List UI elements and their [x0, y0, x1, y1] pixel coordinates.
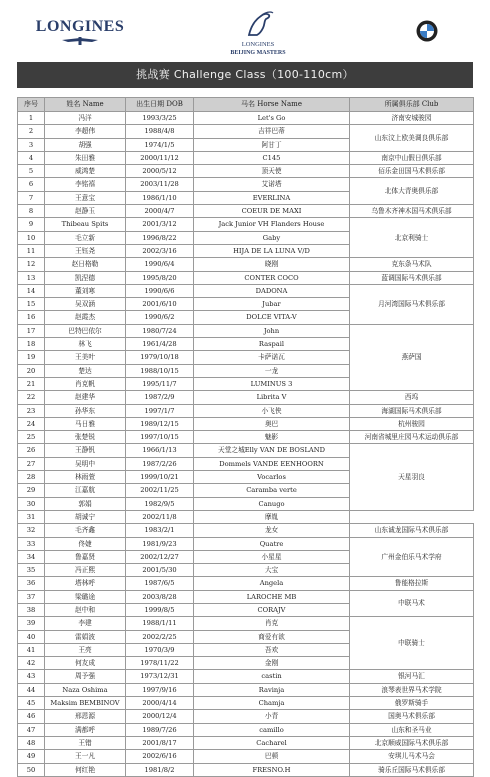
entry-number: 11 — [18, 244, 45, 257]
entry-number: 37 — [18, 590, 45, 603]
rider-dob: 1966/1/13 — [126, 444, 194, 457]
entry-number: 4 — [18, 151, 45, 164]
rider-name: 何红艳 — [45, 763, 126, 776]
rider-dob: 1970/3/9 — [126, 643, 194, 656]
horse-name: 吉祥巴蒂 — [194, 125, 350, 138]
rider-dob: 1993/3/25 — [126, 112, 194, 125]
rider-name: 王一凡 — [45, 750, 126, 763]
rider-dob: 2000/5/12 — [126, 165, 194, 178]
entry-number: 46 — [18, 710, 45, 723]
entry-number: 19 — [18, 351, 45, 364]
rider-dob: 1989/12/15 — [126, 417, 194, 430]
rider-name: 赵中和 — [45, 603, 126, 616]
entry-number: 31 — [18, 510, 45, 523]
horse-name: Gaby — [194, 231, 350, 244]
club-name: 海湖国际马术俱乐部 — [350, 404, 474, 417]
horse-name: Dommels VANDE EENHOORN — [194, 457, 350, 470]
entry-number: 21 — [18, 377, 45, 390]
rider-dob: 1990/6/4 — [126, 258, 194, 271]
entry-number: 44 — [18, 683, 45, 696]
rider-name: 冯正熙 — [45, 564, 126, 577]
club-name: 骑乐丘国际马术俱乐部 — [350, 763, 474, 776]
table-row — [18, 391, 474, 404]
table-row — [18, 205, 474, 218]
rider-dob: 2003/8/28 — [126, 590, 194, 603]
bmw-roundel-icon — [416, 20, 438, 42]
club-name: 中联马术 — [350, 590, 474, 617]
rider-name: 赵静玉 — [45, 205, 126, 218]
rider-name: 马日雅 — [45, 417, 126, 430]
horse-name: 奥巴 — [194, 417, 350, 430]
rider-name: 张楚锐 — [45, 431, 126, 444]
rider-dob: 2002/3/16 — [126, 244, 194, 257]
rider-dob: 2000/4/7 — [126, 205, 194, 218]
rider-name: 鲁嘉贤 — [45, 550, 126, 563]
entry-number: 13 — [18, 271, 45, 284]
horse-name: 一龙 — [194, 364, 350, 377]
rider-dob: 2002/6/16 — [126, 750, 194, 763]
entry-number: 30 — [18, 497, 45, 510]
rider-dob: 1997/10/15 — [126, 431, 194, 444]
entry-number: 1 — [18, 112, 45, 125]
table-row — [18, 125, 474, 138]
rider-name: 胡强 — [45, 138, 126, 151]
table-row — [18, 258, 474, 271]
club-name: 燕萨国 — [350, 324, 474, 390]
rider-name: 胡诚宁 — [45, 510, 126, 523]
club-name: 月河湾国际马术俱乐部 — [350, 284, 474, 324]
rider-name: 赵霞杰 — [45, 311, 126, 324]
club-name: 乌鲁木齐神木国马术俱乐部 — [350, 205, 474, 218]
rider-name: 肖克帆 — [45, 377, 126, 390]
entry-number: 43 — [18, 670, 45, 683]
table-row — [18, 510, 474, 523]
horse-name: Quatre — [194, 537, 350, 550]
entry-number: 38 — [18, 603, 45, 616]
rider-name: 佟婕 — [45, 537, 126, 550]
rider-name: 何友成 — [45, 657, 126, 670]
sponsor-header — [0, 0, 490, 62]
horse-name: HIJA DE LA LUNA V/D — [194, 244, 350, 257]
rider-name: 李建 — [45, 617, 126, 630]
rider-dob: 1986/1/10 — [126, 191, 194, 204]
entry-number: 22 — [18, 391, 45, 404]
table-row — [18, 763, 474, 776]
rider-dob: 1990/6/6 — [126, 284, 194, 297]
club-name: 西坞 — [350, 391, 474, 404]
table-row — [18, 151, 474, 164]
club-name: 北京利骑士 — [350, 218, 474, 258]
entry-number: 33 — [18, 537, 45, 550]
horse-name: LAROCHE MB — [194, 590, 350, 603]
entry-number: 15 — [18, 298, 45, 311]
table-row — [18, 165, 474, 178]
horse-name: Librita V — [194, 391, 350, 404]
rider-dob: 2002/11/8 — [126, 510, 194, 523]
rider-dob: 2001/8/17 — [126, 736, 194, 749]
entry-number: 48 — [18, 736, 45, 749]
rider-dob: 1987/2/26 — [126, 457, 194, 470]
horse-name: 摩胤 — [194, 510, 350, 523]
horse-name: castin — [194, 670, 350, 683]
entry-number: 45 — [18, 697, 45, 710]
table-row — [18, 404, 474, 417]
entry-number: 42 — [18, 657, 45, 670]
table-row — [18, 537, 474, 550]
club-name: 北体大青奥俱乐部 — [350, 178, 474, 205]
rider-dob: 1995/8/20 — [126, 271, 194, 284]
winged-hourglass-icon — [58, 36, 102, 46]
entry-number: 25 — [18, 431, 45, 444]
rider-name: 王美叶 — [45, 351, 126, 364]
rider-dob: 1989/7/26 — [126, 723, 194, 736]
horse-name: camillo — [194, 723, 350, 736]
entry-number: 20 — [18, 364, 45, 377]
rider-name: 孙华东 — [45, 404, 126, 417]
entry-number: 41 — [18, 643, 45, 656]
col-header-name: 姓名 Name — [45, 98, 126, 112]
entry-number: 14 — [18, 284, 45, 297]
entry-number: 35 — [18, 564, 45, 577]
club-name: 杭州骏园 — [350, 417, 474, 430]
rider-name: 王静钒 — [45, 444, 126, 457]
rider-dob: 1990/6/2 — [126, 311, 194, 324]
entry-number: 32 — [18, 524, 45, 537]
table-row — [18, 178, 474, 191]
club-name: 佰乐金田国马术俱乐部 — [350, 165, 474, 178]
table-row — [18, 431, 474, 444]
rider-dob: 1999/8/5 — [126, 603, 194, 616]
horse-name: Jubar — [194, 298, 350, 311]
horse-name: 金刚 — [194, 657, 350, 670]
table-row — [18, 723, 474, 736]
horse-name: FRESNO.H — [194, 763, 350, 776]
rider-dob: 2002/2/25 — [126, 630, 194, 643]
horse-name: Jack Junior VH Flanders House — [194, 218, 350, 231]
table-row — [18, 670, 474, 683]
beijing-masters-logo — [208, 10, 308, 57]
entry-number: 10 — [18, 231, 45, 244]
horse-name: Caramba verte — [194, 484, 350, 497]
horse-name: COEUR DE MAXI — [194, 205, 350, 218]
rider-name: 李铭禧 — [45, 178, 126, 191]
rider-dob: 1988/1/11 — [126, 617, 194, 630]
rider-name: 雷娟波 — [45, 630, 126, 643]
entry-number: 8 — [18, 205, 45, 218]
rider-name: 吴双涵 — [45, 298, 126, 311]
rider-name: 董刘寒 — [45, 284, 126, 297]
col-header-dob: 出生日期 DOB — [126, 98, 194, 112]
entry-number: 9 — [18, 218, 45, 231]
entry-number: 18 — [18, 338, 45, 351]
horse-name: CONTER COCO — [194, 271, 350, 284]
horse-name: 商爱有欲 — [194, 630, 350, 643]
horse-name: Canugo — [194, 497, 350, 510]
rider-dob: 2001/6/10 — [126, 298, 194, 311]
club-name: 国奥马术俱乐部 — [350, 710, 474, 723]
table-row — [18, 590, 474, 603]
club-name: 天星羽良 — [350, 444, 474, 510]
entry-number: 5 — [18, 165, 45, 178]
horse-name: 晓刚 — [194, 258, 350, 271]
masters-event-line: BEIJING MASTERS — [230, 50, 286, 56]
rider-name: 王钰尧 — [45, 244, 126, 257]
horse-name: 艾诺塔 — [194, 178, 350, 191]
rider-name: Maksim BEMBINOV — [45, 697, 126, 710]
entry-number: 50 — [18, 763, 45, 776]
club-name: 中联骑士 — [350, 617, 474, 670]
rider-dob: 2000/11/12 — [126, 151, 194, 164]
col-header-club: 所属俱乐部 Club — [350, 98, 474, 112]
horse-name: Ravinja — [194, 683, 350, 696]
table-row — [18, 577, 474, 590]
club-name: 北京顺威国际马术俱乐部 — [350, 736, 474, 749]
rider-name: 李超伟 — [45, 125, 126, 138]
rider-name: 赵建华 — [45, 391, 126, 404]
col-header-horse: 马名 Horse Name — [194, 98, 350, 112]
horse-name: 巴顿 — [194, 750, 350, 763]
table-row — [18, 697, 474, 710]
rider-dob: 1979/10/18 — [126, 351, 194, 364]
rider-name: 周予强 — [45, 670, 126, 683]
masters-brand-line: LONGINES — [241, 41, 275, 48]
rider-name: 江嘉航 — [45, 484, 126, 497]
horse-name: Chamja — [194, 697, 350, 710]
rider-dob: 2002/12/27 — [126, 550, 194, 563]
rider-dob: 1995/11/7 — [126, 377, 194, 390]
rider-dob: 1997/1/7 — [126, 404, 194, 417]
rider-name: 凯涅德 — [45, 271, 126, 284]
entry-number: 7 — [18, 191, 45, 204]
table-row — [18, 524, 474, 537]
rider-name: 威鸿楚 — [45, 165, 126, 178]
rider-dob: 1981/9/23 — [126, 537, 194, 550]
club-name: 南京中山假日俱乐部 — [350, 151, 474, 164]
rider-name: 林飞 — [45, 338, 126, 351]
rider-dob: 1973/12/31 — [126, 670, 194, 683]
horse-name: Cacharel — [194, 736, 350, 749]
rider-name: 梁璐途 — [45, 590, 126, 603]
entry-number: 26 — [18, 444, 45, 457]
table-row — [18, 710, 474, 723]
horse-name: DOLCE VITA-V — [194, 311, 350, 324]
club-name: 浪琴表世界马术学院 — [350, 683, 474, 696]
table-body — [18, 112, 474, 777]
rider-name: 冯洋 — [45, 112, 126, 125]
entry-number: 36 — [18, 577, 45, 590]
club-name: 山东和圣马业 — [350, 723, 474, 736]
table-row — [18, 736, 474, 749]
rider-dob: 1999/10/21 — [126, 471, 194, 484]
entry-number: 17 — [18, 324, 45, 337]
rider-dob: 1997/9/16 — [126, 683, 194, 696]
entry-number: 3 — [18, 138, 45, 151]
rider-name: Naza Oshima — [45, 683, 126, 696]
rider-dob: 2001/5/30 — [126, 564, 194, 577]
horse-name: 魅影 — [194, 431, 350, 444]
entry-number: 16 — [18, 311, 45, 324]
entry-number: 24 — [18, 417, 45, 430]
club-name: 山东诚龙国际马术俱乐部 — [350, 524, 474, 537]
col-header-no: 序号 — [18, 98, 45, 112]
entry-number: 2 — [18, 125, 45, 138]
club-name: 广州金伯乐马术学府 — [350, 537, 474, 577]
rider-dob: 1961/4/28 — [126, 338, 194, 351]
horse-name: 小飞侠 — [194, 404, 350, 417]
horse-name: DADONA — [194, 284, 350, 297]
club-name: 克东条马术队 — [350, 258, 474, 271]
rider-name: 邢恩源 — [45, 710, 126, 723]
horse-head-icon — [241, 10, 275, 36]
table-row — [18, 683, 474, 696]
entry-number: 6 — [18, 178, 45, 191]
rider-dob: 1983/2/1 — [126, 524, 194, 537]
club-name: 济南安城骏园 — [350, 112, 474, 125]
horse-name: C145 — [194, 151, 350, 164]
rider-name: 赵日格勒 — [45, 258, 126, 271]
rider-dob: 1996/8/22 — [126, 231, 194, 244]
horse-name: Angela — [194, 577, 350, 590]
rider-name: 楚达 — [45, 364, 126, 377]
rider-dob: 2001/3/12 — [126, 218, 194, 231]
horse-name: EVERLINA — [194, 191, 350, 204]
rider-dob: 2003/11/28 — [126, 178, 194, 191]
longines-wordmark: LONGINES — [35, 18, 125, 35]
entry-number: 23 — [18, 404, 45, 417]
rider-name: 王意宝 — [45, 191, 126, 204]
entry-number: 49 — [18, 750, 45, 763]
club-name: 蓝调国际马术俱乐部 — [350, 271, 474, 284]
rider-dob: 2000/12/4 — [126, 710, 194, 723]
rider-dob: 1988/10/15 — [126, 364, 194, 377]
club-name: 俄罗斯骑手 — [350, 697, 474, 710]
rider-dob: 1980/7/24 — [126, 324, 194, 337]
club-name: 山东汶上欧美调良俱乐部 — [350, 125, 474, 152]
rider-dob: 2002/11/25 — [126, 484, 194, 497]
club-name: 安琪儿马术马会 — [350, 750, 474, 763]
table-row — [18, 444, 474, 457]
horse-name: 小星星 — [194, 550, 350, 563]
rider-dob: 2000/4/14 — [126, 697, 194, 710]
rider-dob: 1987/2/9 — [126, 391, 194, 404]
rider-name: 巴特巴依尔 — [45, 324, 126, 337]
horse-name: 大宝 — [194, 564, 350, 577]
bmw-logo — [416, 20, 438, 46]
table-header-row — [18, 98, 474, 112]
rider-dob: 1978/11/22 — [126, 657, 194, 670]
entry-list-table — [17, 97, 474, 777]
rider-name: 塔林呼 — [45, 577, 126, 590]
horse-name: LUMINUS 3 — [194, 377, 350, 390]
class-title: 挑战赛 Challenge Class（100-110cm） — [17, 62, 473, 88]
horse-name: 天堂之城Elly VAN DE BOSLAND — [194, 444, 350, 457]
rider-name: 吴明中 — [45, 457, 126, 470]
horse-name: Raspail — [194, 338, 350, 351]
rider-dob: 1987/6/5 — [126, 577, 194, 590]
rider-name: 王错 — [45, 736, 126, 749]
entry-number: 47 — [18, 723, 45, 736]
rider-name: 毛立新 — [45, 231, 126, 244]
entry-number: 28 — [18, 471, 45, 484]
rider-dob: 1988/4/8 — [126, 125, 194, 138]
rider-dob: 1982/9/5 — [126, 497, 194, 510]
entry-number: 40 — [18, 630, 45, 643]
table-row — [18, 112, 474, 125]
club-name: 鲁能格拉斯 — [350, 577, 474, 590]
horse-name: 龙女 — [194, 524, 350, 537]
rider-dob: 1981/8/2 — [126, 763, 194, 776]
club-name: 河南省城里庄园马术运动俱乐部 — [350, 431, 474, 444]
rider-name: Thibeau Spits — [45, 218, 126, 231]
entry-number: 29 — [18, 484, 45, 497]
rider-name: 王亮 — [45, 643, 126, 656]
entry-number: 12 — [18, 258, 45, 271]
table-row — [18, 324, 474, 337]
rider-dob: 1974/1/5 — [126, 138, 194, 151]
rider-name: 满都呼 — [45, 723, 126, 736]
table-row — [18, 750, 474, 763]
horse-name: 顶天使 — [194, 165, 350, 178]
horse-name: Vocarlos — [194, 471, 350, 484]
horse-name: 肖克 — [194, 617, 350, 630]
entry-number: 27 — [18, 457, 45, 470]
rider-name: 林雨萱 — [45, 471, 126, 484]
table-row — [18, 417, 474, 430]
horse-name: 阿甘丁 — [194, 138, 350, 151]
entry-number: 34 — [18, 550, 45, 563]
rider-name: 毛齐鑫 — [45, 524, 126, 537]
horse-name: 小青 — [194, 710, 350, 723]
entry-number: 39 — [18, 617, 45, 630]
rider-name: 郭娟 — [45, 497, 126, 510]
horse-name: Let's Go — [194, 112, 350, 125]
rider-name: 朱田雅 — [45, 151, 126, 164]
longines-logo — [30, 18, 130, 46]
table-row — [18, 617, 474, 630]
horse-name: CORAJV — [194, 603, 350, 616]
horse-name: John — [194, 324, 350, 337]
table-row — [18, 271, 474, 284]
table-row — [18, 284, 474, 297]
club-name: 银河马汇 — [350, 670, 474, 683]
table-row — [18, 218, 474, 231]
horse-name: 卡萨诺瓦 — [194, 351, 350, 364]
horse-name: 吾欢 — [194, 643, 350, 656]
